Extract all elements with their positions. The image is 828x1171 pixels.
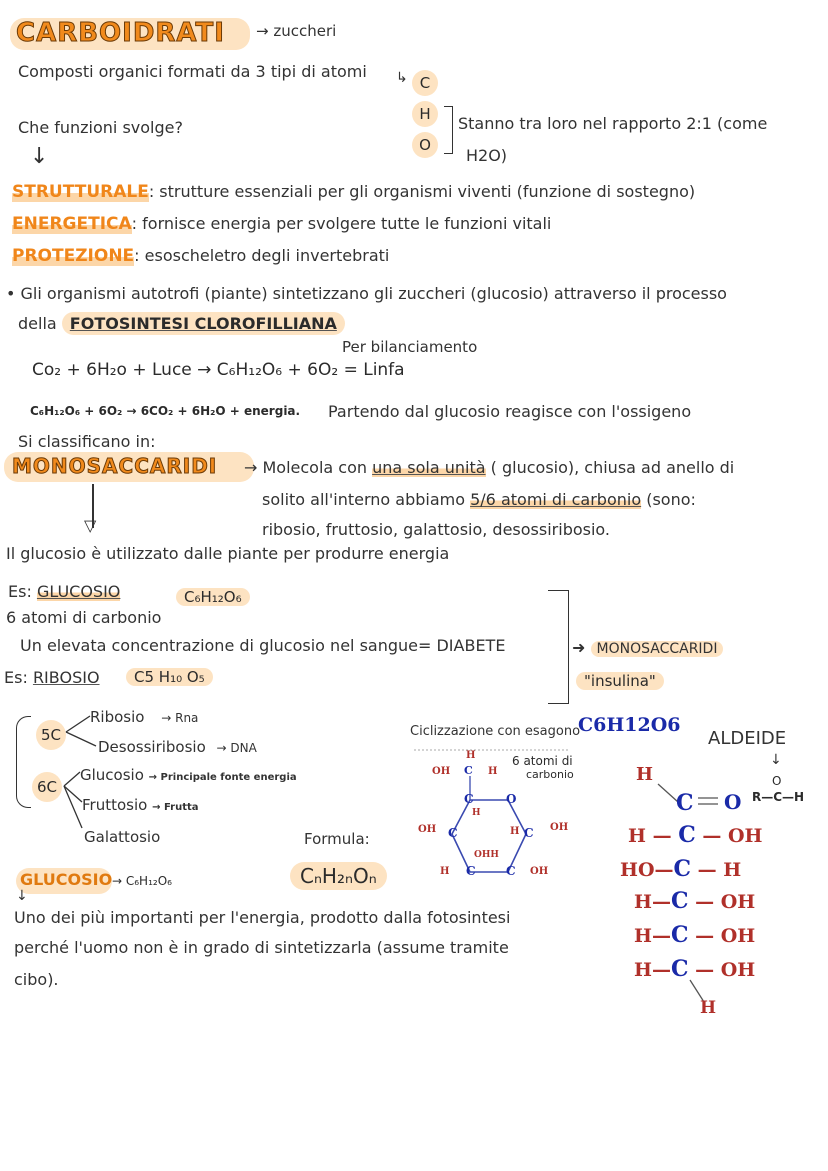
glucosio-line2: perché l'uomo non è in grado di sintetizzarla (assume tramite — [14, 938, 509, 957]
function-protezione — [12, 246, 389, 266]
mono-desc-line3: ribosio, fruttosio, galattosio, desossiribosio. — [262, 520, 611, 539]
ring-h-bl: H — [440, 866, 450, 877]
mono-desc2-prefix: solito all'interno abbiamo — [262, 490, 466, 509]
linear-title: C6H12O6 — [578, 714, 681, 736]
es2-formula: C5 H₁₀ O₅ — [126, 668, 213, 686]
ring-h-tr: H — [488, 766, 498, 777]
tree-item-glucosio — [80, 766, 297, 784]
mono-desc-line1 — [244, 458, 734, 477]
linear-bottom-h: H — [700, 998, 717, 1018]
ring-c2: C — [448, 826, 458, 840]
ring-o: O — [506, 792, 517, 806]
ring-oh-tl: OH — [432, 766, 451, 777]
mono-tag — [572, 638, 723, 657]
ring-note-1: 6 atomi di — [512, 754, 573, 768]
linear-row-2: HO—C — H — [620, 856, 742, 882]
mono-desc1-suffix: ( glucosio), chiusa ad anello di — [490, 458, 735, 477]
tree-item-galattosio: Galattosio — [84, 828, 161, 846]
tree-item-note: → Frutta — [152, 802, 199, 813]
atom-o: O — [412, 132, 438, 158]
ring-h2: H — [510, 826, 520, 837]
ratio-note-line2: H2O) — [466, 146, 508, 165]
function-desc: : strutture essenziali per gli organismi viventi (funzione di sostegno) — [148, 182, 696, 201]
fotosintesi-line2 — [18, 314, 345, 333]
formula-label: Formula: — [304, 830, 370, 848]
ring-c1: C — [464, 792, 474, 806]
ring-c4: C — [466, 864, 476, 878]
atom-h: H — [412, 101, 438, 127]
atom-arrow: ↳ — [396, 70, 408, 86]
equation-2: C₆H₁₂O₆ + 6O₂ → 6CO₂ + 6H₂O + energia. — [30, 404, 301, 418]
function-energetica — [12, 214, 551, 234]
ring-caption: Ciclizzazione con esagono — [410, 724, 581, 739]
ring-oh-br: OH — [530, 866, 549, 877]
row-left: H — [634, 891, 652, 913]
tree-item-name: Desossiribosio — [98, 738, 206, 756]
ring-ohh: OHH — [474, 850, 499, 860]
es2-label: Es: — [4, 668, 28, 687]
linear-row-3: H—C — OH — [634, 888, 756, 914]
tree-item-name: Fruttosio — [82, 796, 148, 814]
ratio-note-line1: Stanno tra loro nel rapporto 2:1 (come — [458, 114, 768, 133]
row-right: H — [723, 859, 742, 881]
function-name: PROTEZIONE — [12, 246, 135, 266]
big-bracket — [548, 590, 569, 704]
mono-desc1-prefix: → Molecola con — [244, 458, 368, 477]
general-formula: CₙH₂ₙOₙ — [290, 862, 387, 890]
mono-tag-label: MONOSACCARIDI — [591, 641, 724, 657]
tree-item-note: → Rna — [161, 711, 199, 725]
tree-brace — [16, 716, 31, 808]
title-note: → zuccheri — [256, 22, 337, 40]
linear-row-1: H — C — OH — [628, 822, 763, 848]
es1-note: 6 atomi di carbonio — [6, 608, 162, 627]
es1-name: GLUCOSIO — [36, 582, 121, 601]
function-desc: : fornisce energia per svolgere tutte le funzioni vitali — [131, 214, 552, 233]
tree-item-note: → DNA — [216, 741, 257, 755]
question-text: Che funzioni svolge? — [18, 118, 183, 137]
es1-label: Es: — [8, 582, 32, 601]
row-left: H — [634, 959, 652, 981]
aldeide-formula: R—C—H — [752, 790, 805, 804]
row-right: OH — [720, 891, 756, 913]
glucosio-formula: → C₆H₁₂O₆ — [112, 874, 172, 888]
row-left: H — [634, 925, 652, 947]
diabete-text: Un elevata concentrazione di glucosio nel sangue= DIABETE — [20, 636, 506, 655]
mono-desc-line2 — [262, 490, 696, 509]
aldeide-label: ALDEIDE — [708, 728, 787, 749]
es2 — [4, 668, 100, 687]
page-title: CARBOIDRATI — [16, 18, 225, 48]
row-carbon: C — [670, 922, 689, 948]
es2-name: RIBOSIO — [32, 668, 100, 687]
down-arrow-head-icon: ▽ — [84, 516, 97, 535]
row-carbon: C — [670, 888, 689, 914]
composti-text: Composti organici formati da 3 tipi di atomi — [18, 62, 367, 81]
c5-badge: 5C — [36, 720, 66, 750]
tree-item-note: → Principale fonte energia — [148, 772, 297, 783]
mono-desc2-hl: 5/6 atomi di carbonio — [470, 490, 642, 509]
glucosio-arrow-icon: ↓ — [16, 888, 28, 904]
bilanciamento-note: Per bilanciamento — [342, 338, 478, 356]
ring-h-top: H — [466, 750, 476, 761]
function-desc: : esoscheletro degli invertebrati — [134, 246, 390, 265]
fotosintesi-highlight: FOTOSINTESI CLOROFILLIANA — [62, 312, 345, 335]
linear-o-top: O — [724, 790, 742, 814]
row-right: OH — [720, 925, 756, 947]
row-carbon: C — [678, 822, 696, 848]
bracket — [444, 106, 453, 154]
insulina-tag: "insulina" — [576, 672, 664, 690]
glucosio-line1: Uno dei più importanti per l'energia, prodotto dalla fotosintesi — [14, 908, 511, 927]
ring-oh-l: OH — [418, 824, 437, 835]
fotosintesi-prefix: della — [18, 314, 57, 333]
equation-1: Co₂ + 6H₂o + Luce → C₆H₁₂O₆ + 6O₂ = Linfa — [32, 360, 405, 380]
linear-c-top: C — [676, 790, 694, 816]
ring-note-2: carbonio — [526, 768, 574, 781]
equation-2-note: Partendo dal glucosio reagisce con l'ossigeno — [328, 402, 692, 421]
aldeide-o: O — [772, 774, 782, 788]
ring-c5: C — [506, 864, 516, 878]
linear-top-h: H — [636, 764, 654, 785]
c6-badge: 6C — [32, 772, 62, 802]
down-arrow-icon: ↓ — [30, 144, 49, 169]
fotosintesi-line1: • Gli organismi autotrofi (piante) sintetizzano gli zuccheri (glucosio) attraverso il processo — [6, 284, 727, 303]
arrow-right-icon: ➜ — [572, 638, 586, 657]
linear-row-5: H—C — OH — [634, 956, 756, 982]
classifica-label: Si classificano in: — [18, 432, 156, 451]
tree-branches — [60, 710, 100, 834]
mono-title: MONOSACCARIDI — [12, 454, 218, 478]
row-carbon: C — [673, 856, 692, 882]
es1 — [8, 582, 120, 601]
glucosio-energia: Il glucosio è utilizzato dalle piante per produrre energia — [6, 544, 450, 563]
tree-item-desossiribosio — [98, 738, 257, 756]
tree-item-name: Ribosio — [90, 708, 145, 726]
aldeide-arrow-icon: ↓ — [770, 752, 782, 768]
atom-c: C — [412, 70, 438, 96]
tree-item-name: Glucosio — [80, 766, 144, 784]
es1-formula: C₆H₁₂O₆ — [176, 588, 250, 606]
ring-c-top: C — [464, 764, 473, 777]
ring-oh-r: OH — [550, 822, 569, 833]
linear-row-4: H—C — OH — [634, 922, 756, 948]
function-name: STRUTTURALE — [12, 182, 149, 202]
mono-desc1-hl: una sola unità — [372, 458, 486, 477]
row-right: OH — [727, 825, 763, 847]
glucosio-line3: cibo). — [14, 970, 59, 989]
row-carbon: C — [670, 956, 689, 982]
glucosio-title: GLUCOSIO — [20, 870, 113, 889]
function-strutturale — [12, 182, 695, 202]
ring-h1: H — [472, 808, 481, 818]
row-left: HO — [620, 859, 655, 881]
ring-c3: C — [524, 826, 534, 840]
function-name: ENERGETICA — [12, 214, 132, 234]
row-right: OH — [720, 959, 756, 981]
tree-item-ribosio — [90, 708, 198, 726]
mono-desc2-suffix: (sono: — [646, 490, 696, 509]
row-left: H — [628, 825, 646, 847]
